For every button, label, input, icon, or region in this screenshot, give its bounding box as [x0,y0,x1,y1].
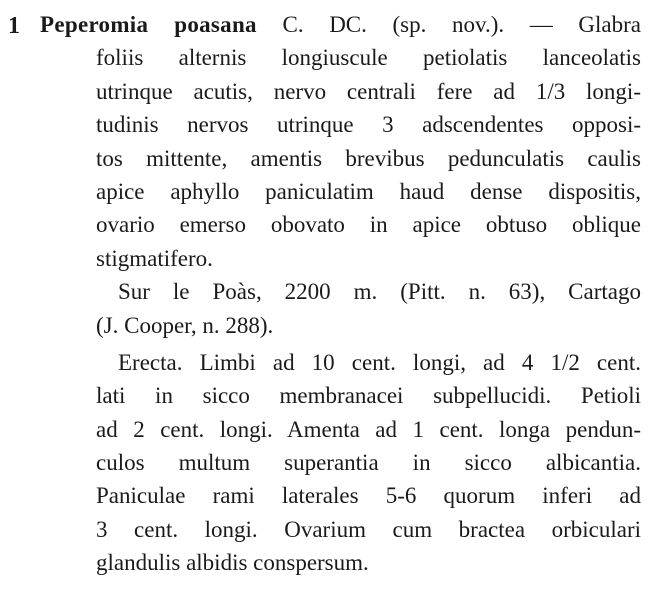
first-line [40,8,641,41]
diagnosis-line: ovario emerso obovato in apice obtuso oblique [96,212,641,238]
description-line: lati in sicco membranacei subpellucidi. Petioli [96,383,641,409]
description-line: 3 cent. longi. Ovarium cum bractea orbiculari [96,516,641,542]
diagnosis-line: tudinis nervos utrinque 3 adscendentes opposi- [96,112,641,138]
species-entry [40,8,641,580]
diagnosis-line: foliis alternis longiuscule petiolatis lanceolatis [96,45,641,71]
description-line: culos multum superantia in sicco albicantia. [96,450,641,476]
diagnosis-line: apice aphyllo paniculatim haud dense dispositis, [96,178,641,204]
description-line: Paniculae rami laterales 5-6 quorum inferi ad [96,483,641,509]
diagnosis-line: utrinque acutis, nervo centrali fere ad 1/3 longi- [96,78,641,104]
entry-number: 1 [8,13,20,39]
diagnosis-line: stigmatifero. [96,245,213,271]
locality-line: (J. Cooper, n. 288). [96,312,274,338]
species-authority: C. DC. (sp. nov.). — Glabra [282,12,641,37]
description-line: ad 2 cent. longi. Amenta ad 1 cent. longa pendun- [96,416,641,442]
diagnosis-line: tos mittente, amentis brevibus pedunculatis caulis [96,145,641,171]
locality-line: Sur le Poàs, 2200 m. (Pitt. n. 63), Cartago [118,279,641,305]
species-name: Peperomia poasana [40,12,257,37]
description-line: glandulis albidis conspersum. [96,550,369,576]
description-line: Erecta. Limbi ad 10 cent. longi, ad 4 1/2 cent. [118,349,641,375]
